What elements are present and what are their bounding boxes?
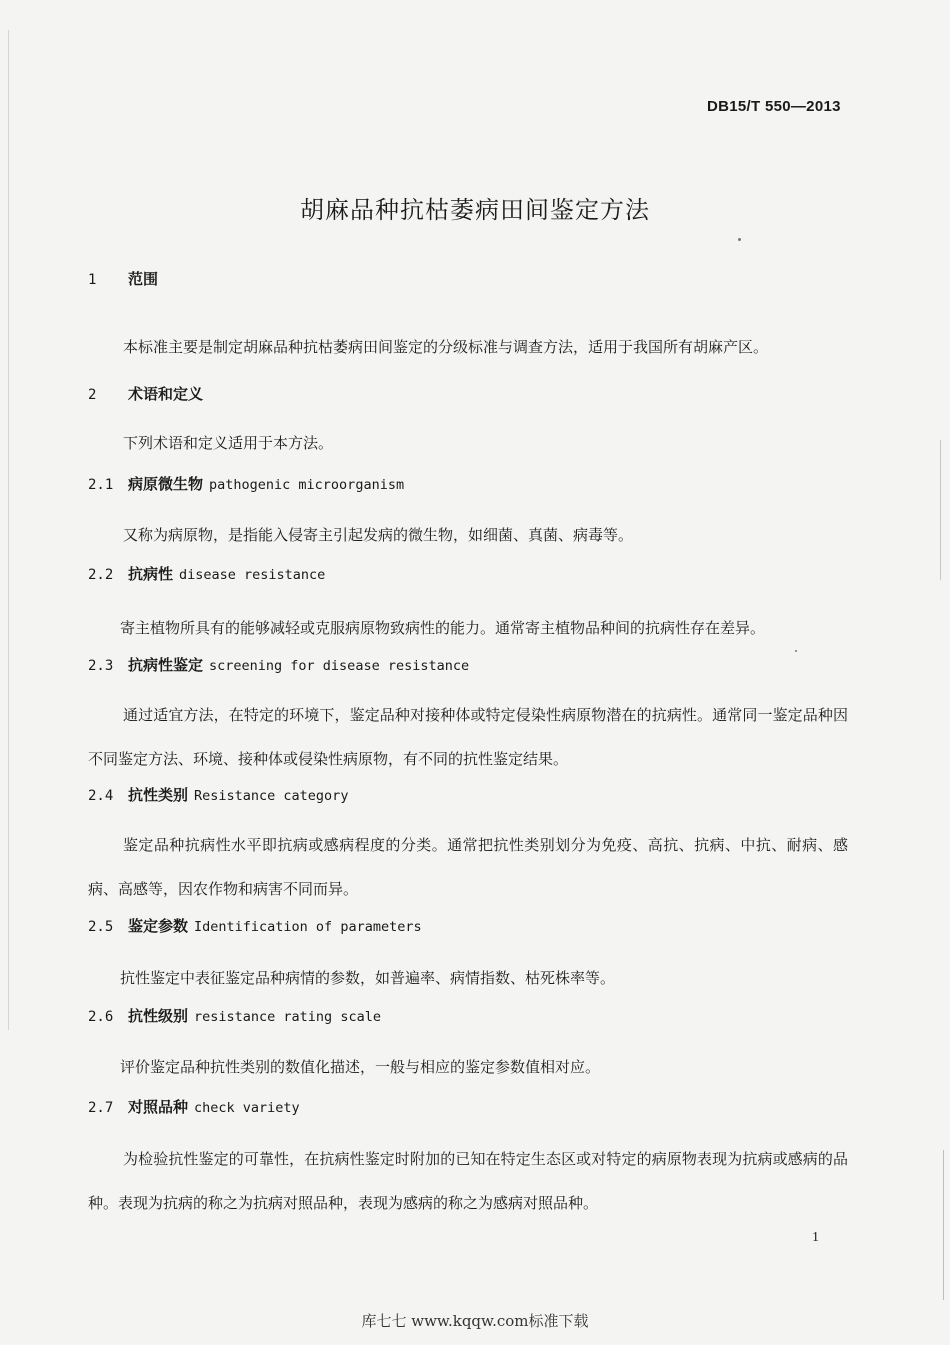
section-heading-2-4 bbox=[88, 784, 348, 805]
scan-edge-line bbox=[8, 30, 9, 1030]
section-1-body: 本标准主要是制定胡麻品种抗枯萎病田间鉴定的分级标准与调查方法，适用于我国所有胡麻产区。 bbox=[123, 338, 769, 356]
section-title-en: disease resistance bbox=[179, 567, 326, 583]
section-heading-2-7 bbox=[88, 1096, 300, 1117]
section-title-en: Resistance category bbox=[194, 788, 349, 804]
section-number: 2 bbox=[88, 387, 97, 403]
section-heading-2-2 bbox=[88, 563, 325, 584]
section-2-3-body: 通过适宜方法，在特定的环境下，鉴定品种对接种体或特定侵染性病原物潜在的抗病性。通常同一鉴定品种因不同鉴定方法、环境、接种体或侵染性病原物，有不同的抗性鉴定结果。 bbox=[88, 706, 848, 768]
section-number: 2.1 bbox=[88, 477, 114, 493]
section-2-1-body: 又称为病原物，是指能入侵寄主引起发病的微生物，如细菌、真菌、病毒等。 bbox=[123, 526, 634, 544]
page-number: 1 bbox=[812, 1230, 819, 1245]
section-heading-2-1 bbox=[88, 473, 404, 494]
document-title: 胡麻品种抗枯萎病田间鉴定方法 bbox=[300, 196, 650, 224]
section-title: 鉴定参数 bbox=[128, 917, 189, 935]
section-2-4-body: 鉴定品种抗病性水平即抗病或感病程度的分类。通常把抗性类别划分为免疫、高抗、抗病、中抗、耐病、感病、高感等，因农作物和病害不同而异。 bbox=[88, 836, 848, 898]
scan-edge-line bbox=[943, 1150, 944, 1300]
section-number: 1 bbox=[88, 272, 97, 288]
section-number: 2.5 bbox=[88, 919, 114, 935]
section-title-en: screening for disease resistance bbox=[209, 658, 470, 674]
section-heading-2 bbox=[88, 383, 203, 404]
section-title: 抗性级别 bbox=[128, 1007, 189, 1025]
section-number: 2.6 bbox=[88, 1009, 114, 1025]
scan-edge-line bbox=[940, 440, 941, 580]
section-title: 范围 bbox=[128, 270, 159, 288]
section-title-en: resistance rating scale bbox=[194, 1009, 381, 1025]
section-title: 术语和定义 bbox=[128, 385, 204, 403]
section-title: 抗病性鉴定 bbox=[128, 656, 204, 674]
section-number: 2.2 bbox=[88, 567, 114, 583]
section-number: 2.3 bbox=[88, 658, 114, 674]
section-title: 抗性类别 bbox=[128, 786, 189, 804]
section-2-2-body: 寄主植物所具有的能够减轻或克服病原物致病性的能力。通常寄主植物品种间的抗病性存在差异。 bbox=[120, 619, 766, 637]
section-2-body: 下列术语和定义适用于本方法。 bbox=[123, 434, 334, 452]
footer-watermark: 库七七 www.kqqw.com标准下载 bbox=[361, 1312, 589, 1330]
section-title: 对照品种 bbox=[128, 1098, 189, 1116]
section-2-5-body: 抗性鉴定中表征鉴定品种病情的参数，如普遍率、病情指数、枯死株率等。 bbox=[120, 969, 616, 987]
section-2-7-body: 为检验抗性鉴定的可靠性，在抗病性鉴定时附加的已知在特定生态区或对特定的病原物表现为抗病或感病的品种。表现为抗病的称之为抗病对照品种，表现为感病的称之为感病对照品种。 bbox=[88, 1150, 848, 1212]
section-title: 病原微生物 bbox=[128, 475, 204, 493]
section-number: 2.4 bbox=[88, 788, 114, 804]
section-title: 抗病性 bbox=[128, 565, 174, 583]
section-2-6-body: 评价鉴定品种抗性类别的数值化描述，一般与相应的鉴定参数值相对应。 bbox=[120, 1058, 601, 1076]
scan-speck bbox=[738, 238, 741, 241]
section-number: 2.7 bbox=[88, 1100, 114, 1116]
section-title-en: check variety bbox=[194, 1100, 300, 1116]
section-heading-2-5 bbox=[88, 915, 422, 936]
section-heading-2-6 bbox=[88, 1005, 381, 1026]
section-title-en: pathogenic microorganism bbox=[209, 477, 405, 493]
section-heading-2-3 bbox=[88, 654, 469, 675]
section-heading-1 bbox=[88, 268, 158, 289]
section-title-en: Identification of parameters bbox=[194, 919, 422, 935]
standard-number: DB15/T 550—2013 bbox=[707, 98, 841, 115]
scan-speck bbox=[795, 650, 797, 652]
